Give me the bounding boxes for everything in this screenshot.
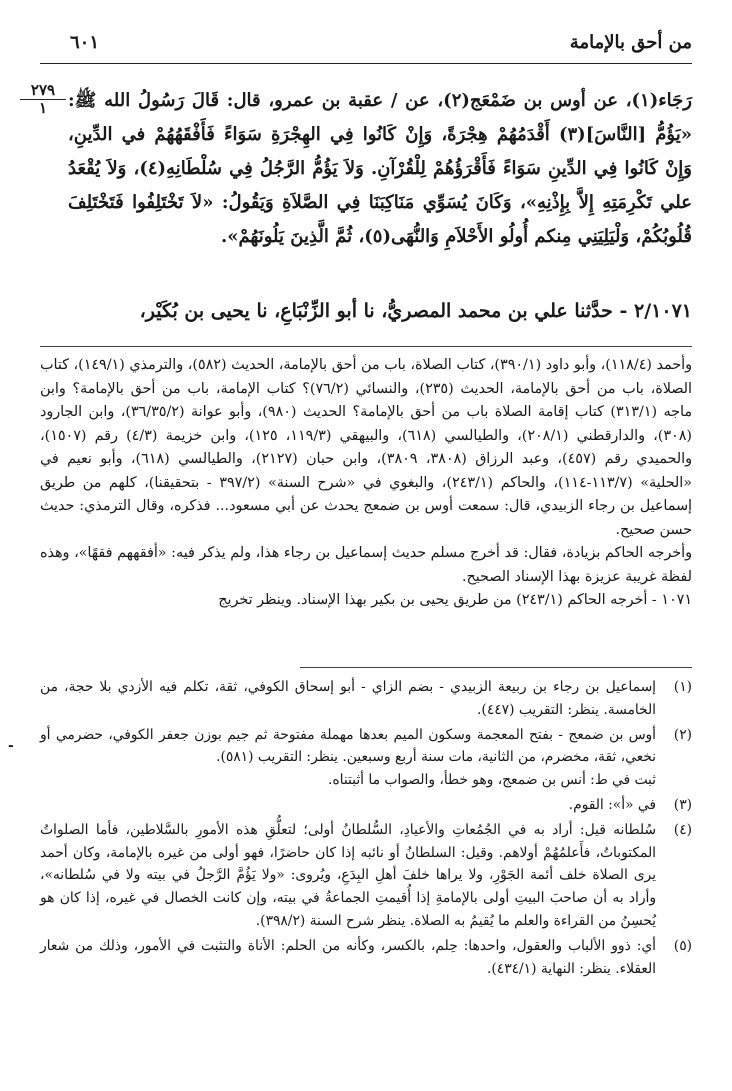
- manuscript-folio-ref: [20, 82, 66, 116]
- page-number: ٦٠١: [70, 32, 100, 53]
- footnotes: [40, 676, 692, 982]
- folio-ref-bottom: ١: [38, 99, 48, 117]
- section-separator: [40, 346, 692, 347]
- footnote-4: [40, 819, 692, 933]
- folio-ref-top: ٢٧٩: [20, 82, 66, 100]
- footnote-text: سُلطانه قيل: أراد به في الجُمُعاتِ والأعيادِ، السُّلطانُ أولى؛ لتعلُّقِ هذه الأمورِ بالسَّلاطين، فأما الصلواتُ المكتوباتُ، فأَعلمُهُمْ أولاهم. وقيل: السلطانُ أو نائبه إذا كان حاضرًا، فهو أولى من غيره بالإمامة، وكان أحمد يرى الصلاة خلف أئمة الجَوْرِ، ولا يراها خلفَ أهلِ البِدَعِ، ويُروى: «ولا يَؤُمَّ الرَّجلُ في بيته ولا في سُلطانه»، وأراد به أن صاحبَ البيتِ أولى بالإمامةِ إذا أُقيمتِ الجماعةُ في بيته، وإن كانت الخصال في غيره، إذا كان هو يُحسِنُ من القراءة والعلم ما يُقيمُ به الصلاة. ينظر شرح السنة (٣٩٨/٢).: [40, 821, 656, 929]
- takhrij-paragraph-1: وأحمد (١١٨/٤)، وأبو داود (٣٩٠/١)، كتاب الصلاة، باب من أحق بالإمامة، الحديث (٥٨٢)، والترمذي (١٤٩/١)، كتاب الصلاة، باب من أحق بالإمامة، الحديث (٢٣٥)، والنسائي (٧٦/٢)؟ كتاب الإمامة، باب من أحق بالإمامة؟ وابن ماجه (٣١٣/١) كتاب إقامة الصلاة باب من أحق بالإمامة؟ الحديث (٩٨٠)، وأبو عوانة (٣٦/٣٥/٢)، وابن الجارود (٣٠٨)، والدارقطني (٢٠٨/١)، والطيالسي (٦١٨)، والبيهقي (١١٩/٣، ١٢٥)، وابن خزيمة (٤/٣) رقم (١٥٠٧)، والحميدي رقم (٤٥٧)، وعبد الرزاق (٣٨٠٨، ٣٨٠٩)، وابن حبان (٢١٢٧)، والطيالسي (٦١٨)، وأبو نعيم في «الحلية» (١١٣/٧-١١٤)، والحاكم (٢٤٣/١)، والبغوي في «شرح السنة» (٣٩٧/٢ - بتحقيقنا)، كلهم من طريق إسماعيل بن رجاء الزبيدي، قال: سمعت أوس بن ضمعج يحدث عن أبي مسعود... فذكره، وقال الترمذي: حديث حسن صحيح.: [40, 357, 693, 538]
- header-rule: [40, 63, 692, 64]
- takhrij-paragraph-3: ١٠٧١ - أخرجه الحاكم (٢٤٣/١) من طريق يحيى بن بكير بهذا الإسناد. وينظر تخريج: [218, 592, 692, 608]
- page-header: [40, 28, 692, 60]
- footnote-5: [40, 935, 692, 981]
- footnote-number: (٥): [673, 937, 692, 954]
- chapter-title: من أحق بالإمامة: [569, 32, 692, 53]
- footnote-number: (٤): [673, 821, 692, 838]
- footnote-1: [40, 676, 692, 722]
- footnote-number: (٢): [673, 726, 692, 743]
- hadith-paragraph: رَجَاء(١)، عن أوس بن ضَمْعَج(٢)، عن / عقبة بن عمرو، قال: قَالَ رَسُولُ الله ﷺ: «يَؤُمُّ [النَّاسَ](٣) أَقْدَمُهُمْ هِجْرَةً، وَإِنْ كَانُوا فِي الهِجْرَةِ سَوَاءً فَأَفْقَهُهُمْ في الدِّينِ، وَإِنْ كَانُوا فِي الدِّينِ سَوَاءً فَأَقْرَؤُهُمْ لِلْقُرْآنِ. وَلاَ يَؤُمُّ الرَّجُلُ فِي سُلْطَانِهِ(٤)، وَلاَ يُقْعَدُ علي تَكْرِمَتِهِ إِلاَّ بِإِذْنِهِ»، وَكَانَ يُسَوِّي مَنَاكِبَنَا فِي الصَّلاَةِ وَيَقُولُ: «لاَ تَخْتَلِفُوا فَتَخْتَلِفَ قُلُوبُكُمْ، وَلْيَلِيَنِي مِنكم أُولُو الأَحْلاَمِ وَالنُّهَى(٥)، ثُمَّ الَّذِينَ يَلُونَهُمْ».: [68, 90, 692, 247]
- hadith-isnad-next: ٢/١٠٧١ - حدَّثنا علي بن محمد المصريُّ، نا أبو الزِّنْبَاعِ، نا يحيى بن بُكَيْر،: [139, 300, 692, 322]
- footnote-separator: [300, 667, 692, 668]
- hadith-text: [68, 84, 692, 254]
- footnote-text: إسماعيل بن رجاء بن ربيعة الزبيدي - بضم الزاي - أبو إسحاق الكوفي، ثقة، تكلم فيه الأزدي بلا حجة، من الخامسة. ينظر: التقريب (٤٤٧).: [40, 679, 656, 718]
- takhrij-section: [40, 354, 692, 613]
- takhrij-paragraph-2: وأخرجه الحاكم بزيادة، فقال: قد أخرج مسلم حديث إسماعيل بن رجاء هذا، ولم يذكر فيه: «أفقههم فقهًا»، وهذه لفظة غريبة عزيزة بهذا الإسناد الصحيح.: [40, 545, 692, 585]
- footnote-number: (١): [673, 679, 692, 695]
- footnote-text: أي: ذوو الألباب والعقول، واحدها: حِلم، بالكسر، وكأنه من الحلم: الأناة والتثبت في الأمور، وذلك من شعار العقلاء. ينظر: النهاية (٤٣٤/١).: [40, 937, 656, 977]
- footnote-text: أوس بن ضمعج - بفتح المعجمة وسكون الميم بعدها مهملة مفتوحة ثم جيم بوزن جعفر الكوفي، حضرمي أو نخعي، ثقة، مخضرم، من الثانية، مات سنة أربع وسبعين. ينظر: التقريب (٥٨١).: [40, 726, 656, 766]
- footnote-3: [40, 794, 692, 817]
- footnote-text: في «أ»: القوم.: [568, 796, 656, 813]
- footnote-number: (٣): [673, 796, 692, 813]
- footnote-text-note: ثبت في ط: أنس بن ضمعج، وهو خطأ، والصواب ما أثبتناه.: [328, 772, 656, 789]
- margin-mark: -: [8, 738, 14, 754]
- footnote-2: [40, 724, 692, 792]
